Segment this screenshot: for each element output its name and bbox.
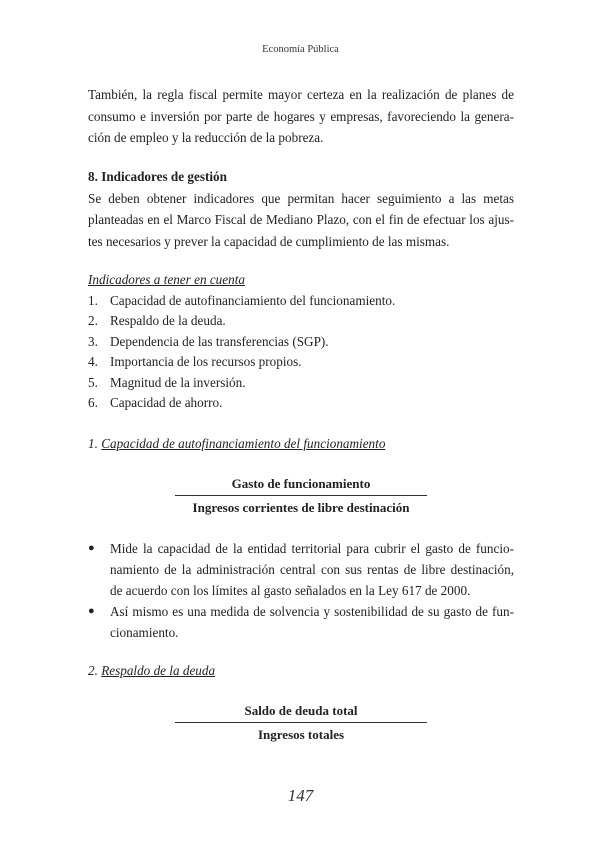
bullet-icon: ●	[88, 605, 95, 617]
section-8	[88, 166, 514, 252]
bullet-item: ● Mide la capacidad de la entidad territorial para cubrir el gasto de funcio- namiento de la administración central con sus rentas de libre destinación, de acuerdo con los límites al gasto señalados en la Ley 617 de 2000.	[88, 538, 514, 601]
indicators-subheading: Indicadores a tener en cuenta	[88, 272, 245, 287]
fraction-bar	[175, 722, 427, 723]
indicator-1-bullets	[88, 538, 514, 643]
bullet-icon: ●	[88, 542, 95, 554]
indicator-1-title: 1. Capacidad de autofinanciamiento del funcionamiento	[88, 436, 386, 451]
intro-line-2: consumo e inversión por parte de hogares y empresas, favoreciendo la genera-	[88, 108, 514, 124]
fraction-bar	[175, 495, 427, 496]
section-8-heading: 8. Indicadores de gestión	[88, 169, 227, 184]
indicator-2-title: 2. Respaldo de la deuda	[88, 663, 216, 678]
list-item: 2. Respaldo de la deuda.	[88, 313, 226, 328]
list-item: 3. Dependencia de las transferencias (SGP).	[88, 333, 329, 349]
indicator-1-formula	[175, 474, 427, 518]
running-header: Economía Pública	[262, 44, 339, 55]
section-8-line-2: planteadas en el Marco Fiscal de Mediano Plazo, con el fin de efectuar los ajus-	[88, 212, 514, 227]
list-item: 6. Capacidad de ahorro.	[88, 395, 223, 410]
formula-numerator: Saldo de deuda total	[244, 703, 358, 718]
intro-line-1: También, la regla fiscal permite mayor certeza en la realización de planes de	[88, 87, 514, 102]
page-number: 147	[287, 786, 314, 805]
formula-denominator: Ingresos corrientes de libre destinación	[192, 500, 410, 515]
indicator-2-formula	[175, 701, 427, 745]
formula-denominator: Ingresos totales	[257, 727, 345, 742]
list-item: 1. Capacidad de autofinanciamiento del funcionamiento.	[88, 292, 396, 308]
formula-numerator: Gasto de funcionamiento	[231, 476, 371, 491]
bullet-item: ● Así mismo es una medida de solvencia y sostenibilidad de su gasto de fun- cionamiento.	[88, 601, 514, 643]
indicators-section	[88, 269, 514, 414]
section-8-line-3: tes necesarios y prever la capacidad de cumplimiento de las mismas.	[88, 233, 450, 249]
indicators-list	[88, 291, 514, 414]
section-8-line-1: Se deben obtener indicadores que permitan hacer seguimiento a las metas	[88, 190, 514, 206]
list-item: 5. Magnitud de la inversión.	[88, 374, 246, 390]
intro-paragraph	[88, 84, 514, 149]
intro-line-3: ción de empleo y la reducción de la pobreza.	[88, 130, 324, 145]
list-item: 4. Importancia de los recursos propios.	[88, 354, 302, 369]
indicator-1-title-text: Capacidad de autofinanciamiento del funcionamiento	[101, 436, 386, 451]
indicator-2-title-text: Respaldo de la deuda	[101, 663, 216, 678]
